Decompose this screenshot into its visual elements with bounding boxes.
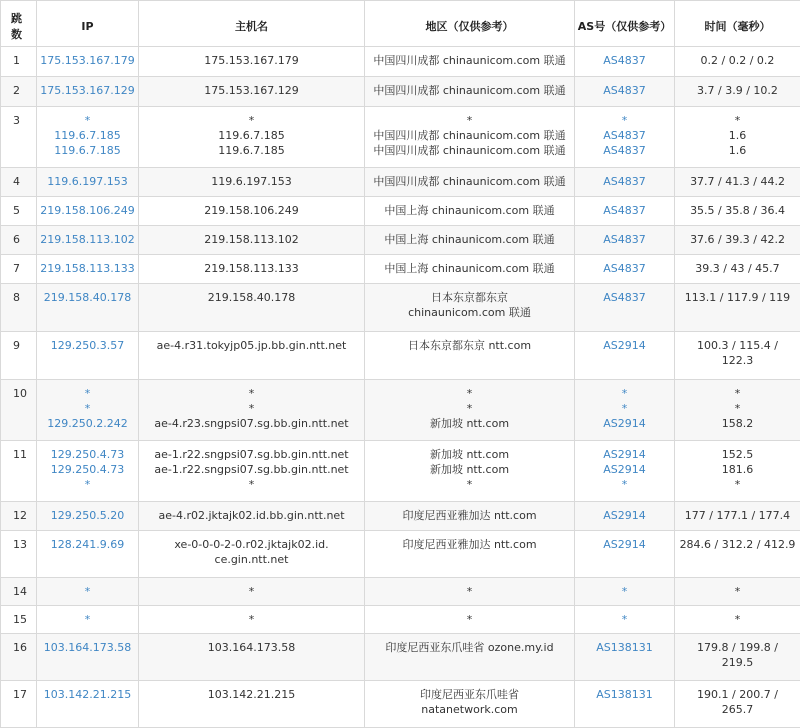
host-value: 119.6.197.153: [141, 174, 362, 189]
host-cell: [139, 380, 365, 441]
hop-cell: [1, 441, 37, 502]
time-cell: [675, 255, 800, 284]
host-cell: [139, 107, 365, 168]
time-value: 1.6: [677, 143, 798, 158]
host-timeout: *: [141, 401, 362, 416]
region-cell: [365, 107, 575, 168]
hop-cell: [1, 197, 37, 226]
ip-value[interactable]: 129.250.4.73: [39, 447, 136, 462]
host-cell: [139, 606, 365, 634]
ip-cell: [37, 380, 139, 441]
time-value: 177 / 177.1 / 177.4: [677, 508, 798, 523]
region-value: 印度尼西亚东爪哇省 natanetwork.com: [385, 687, 555, 717]
as-timeout: *: [577, 401, 672, 416]
host-value: ae-4.r02.jktajk02.id.bb.gin.ntt.net: [141, 508, 362, 523]
ip-timeout: *: [39, 386, 136, 401]
region-value: 中国四川成都 chinaunicom.com 联通: [367, 53, 572, 68]
col-header-as: AS号（仅供参考）: [575, 1, 675, 47]
as-cell: [575, 441, 675, 502]
as-cell: [575, 634, 675, 681]
host-timeout: *: [141, 386, 362, 401]
ip-cell: [37, 531, 139, 578]
hop-number: 2: [13, 84, 20, 97]
host-value: 103.164.173.58: [141, 640, 362, 655]
host-value: 175.153.167.129: [141, 83, 362, 98]
hop-cell: [1, 107, 37, 168]
ip-timeout: *: [39, 612, 136, 627]
ip-value[interactable]: 129.250.3.57: [39, 338, 136, 353]
table-row: [1, 47, 800, 77]
as-value[interactable]: AS4837: [577, 290, 672, 305]
host-cell: [139, 168, 365, 197]
as-value[interactable]: AS4837: [577, 143, 672, 158]
hop-cell: [1, 531, 37, 578]
as-cell: [575, 531, 675, 578]
time-cell: [675, 47, 800, 77]
ip-value[interactable]: 175.153.167.129: [39, 83, 136, 98]
table-row: [1, 77, 800, 107]
col-header-region: 地区（仅供参考）: [365, 1, 575, 47]
region-cell: [365, 197, 575, 226]
region-value: 中国四川成都 chinaunicom.com 联通: [367, 83, 572, 98]
ip-cell: [37, 77, 139, 107]
region-cell: [365, 77, 575, 107]
as-cell: [575, 197, 675, 226]
table-row: [1, 332, 800, 380]
time-cell: [675, 107, 800, 168]
time-value: 152.5: [677, 447, 798, 462]
as-value[interactable]: AS2914: [577, 462, 672, 477]
as-cell: [575, 380, 675, 441]
ip-value[interactable]: 119.6.197.153: [39, 174, 136, 189]
region-value: 印度尼西亚东爪哇省 ozone.my.id: [367, 640, 572, 655]
time-value: 284.6 / 312.2 / 412.9: [677, 537, 798, 552]
host-value: ae-1.r22.sngpsi07.sg.bb.gin.ntt.net: [141, 447, 362, 462]
host-cell: [139, 77, 365, 107]
time-value: 100.3 / 115.4 / 122.3: [683, 338, 793, 368]
time-cell: [675, 197, 800, 226]
host-cell: [139, 284, 365, 332]
hop-number: 14: [13, 585, 27, 598]
table-row: [1, 226, 800, 255]
ip-timeout: *: [39, 113, 136, 128]
col-header-host: 主机名: [139, 1, 365, 47]
ip-value[interactable]: 103.164.173.58: [39, 640, 136, 655]
region-cell: [365, 255, 575, 284]
region-cell: [365, 380, 575, 441]
as-cell: [575, 47, 675, 77]
region-value: 新加坡 ntt.com: [367, 447, 572, 462]
host-timeout: *: [141, 584, 362, 599]
as-value[interactable]: AS2914: [577, 416, 672, 431]
table-row: [1, 255, 800, 284]
ip-value[interactable]: 129.250.2.242: [39, 416, 136, 431]
as-value[interactable]: AS4837: [577, 232, 672, 247]
as-cell: [575, 107, 675, 168]
time-timeout: *: [677, 612, 798, 627]
hop-number: 11: [13, 448, 27, 461]
col-header-time: 时间（毫秒）: [675, 1, 800, 47]
as-cell: [575, 226, 675, 255]
region-cell: [365, 531, 575, 578]
region-value: 中国四川成都 chinaunicom.com 联通: [367, 128, 572, 143]
time-value: 37.6 / 39.3 / 42.2: [677, 232, 798, 247]
table-row: [1, 606, 800, 634]
hop-number: 8: [13, 291, 20, 304]
as-cell: [575, 77, 675, 107]
host-cell: [139, 197, 365, 226]
host-cell: [139, 531, 365, 578]
region-timeout: *: [367, 386, 572, 401]
host-cell: [139, 634, 365, 681]
host-value: 103.142.21.215: [141, 687, 362, 702]
as-timeout: *: [577, 113, 672, 128]
region-value: 新加坡 ntt.com: [367, 462, 572, 477]
host-value: 219.158.113.133: [141, 261, 362, 276]
time-value: 35.5 / 35.8 / 36.4: [677, 203, 798, 218]
ip-cell: [37, 226, 139, 255]
ip-cell: [37, 255, 139, 284]
host-value: ae-4.r31.tokyjp05.jp.bb.gin.ntt.net: [141, 338, 362, 353]
region-cell: [365, 606, 575, 634]
ip-value[interactable]: 219.158.113.133: [39, 261, 136, 276]
time-value: 0.2 / 0.2 / 0.2: [677, 53, 798, 68]
time-cell: [675, 168, 800, 197]
host-cell: [139, 226, 365, 255]
table-row: [1, 502, 800, 531]
region-cell: [365, 332, 575, 380]
ip-value[interactable]: 219.158.40.178: [39, 290, 136, 305]
region-timeout: *: [367, 401, 572, 416]
time-cell: [675, 681, 800, 728]
as-cell: [575, 284, 675, 332]
region-cell: [365, 47, 575, 77]
table-row: [1, 578, 800, 606]
as-value[interactable]: AS4837: [577, 261, 672, 276]
table-row: [1, 634, 800, 681]
table-row: [1, 284, 800, 332]
time-value: 37.7 / 41.3 / 44.2: [677, 174, 798, 189]
host-value: xe-0-0-0-2-0.r02.jktajk02.id.ce.gin.ntt.net: [172, 537, 332, 567]
region-value: 日本东京都东京 chinaunicom.com 联通: [385, 290, 555, 320]
as-value[interactable]: AS2914: [577, 447, 672, 462]
region-value: 日本东京都东京 ntt.com: [367, 338, 572, 353]
as-timeout: *: [577, 477, 672, 492]
as-timeout: *: [577, 584, 672, 599]
as-timeout: *: [577, 612, 672, 627]
ip-value[interactable]: 219.158.106.249: [39, 203, 136, 218]
time-timeout: *: [677, 401, 798, 416]
ip-cell: [37, 606, 139, 634]
ip-value[interactable]: 103.142.21.215: [39, 687, 136, 702]
time-cell: [675, 634, 800, 681]
hop-cell: [1, 284, 37, 332]
hop-number: 7: [13, 262, 20, 275]
region-timeout: *: [367, 612, 572, 627]
region-timeout: *: [367, 477, 572, 492]
ip-value[interactable]: 129.250.5.20: [39, 508, 136, 523]
ip-cell: [37, 284, 139, 332]
as-cell: [575, 578, 675, 606]
region-value: 中国四川成都 chinaunicom.com 联通: [367, 143, 572, 158]
host-cell: [139, 332, 365, 380]
hop-cell: [1, 332, 37, 380]
ip-value[interactable]: 119.6.7.185: [39, 128, 136, 143]
hop-number: 6: [13, 233, 20, 246]
time-timeout: *: [677, 584, 798, 599]
time-timeout: *: [677, 113, 798, 128]
ip-cell: [37, 578, 139, 606]
ip-value[interactable]: 128.241.9.69: [39, 537, 136, 552]
region-cell: [365, 502, 575, 531]
as-value[interactable]: AS2914: [577, 338, 672, 353]
table-row: [1, 441, 800, 502]
as-value[interactable]: AS4837: [577, 174, 672, 189]
host-cell: [139, 47, 365, 77]
col-header-hop-label: 跳数: [11, 11, 27, 43]
as-value[interactable]: AS4837: [577, 83, 672, 98]
time-value: 1.6: [677, 128, 798, 143]
host-timeout: *: [141, 113, 362, 128]
time-cell: [675, 531, 800, 578]
region-cell: [365, 634, 575, 681]
hop-cell: [1, 606, 37, 634]
region-timeout: *: [367, 113, 572, 128]
host-value: ae-4.r23.sngpsi07.sg.bb.gin.ntt.net: [141, 416, 362, 431]
time-value: 179.8 / 199.8 / 219.5: [683, 640, 793, 670]
region-value: 中国四川成都 chinaunicom.com 联通: [367, 174, 572, 189]
hop-cell: [1, 578, 37, 606]
host-value: 119.6.7.185: [141, 143, 362, 158]
as-timeout: *: [577, 386, 672, 401]
col-header-hop: [1, 1, 37, 47]
table-row: [1, 380, 800, 441]
hop-number: 4: [13, 175, 20, 188]
ip-timeout: *: [39, 584, 136, 599]
host-timeout: *: [141, 612, 362, 627]
as-value[interactable]: AS4837: [577, 128, 672, 143]
as-cell: [575, 332, 675, 380]
as-cell: [575, 681, 675, 728]
hop-cell: [1, 502, 37, 531]
time-cell: [675, 332, 800, 380]
hop-cell: [1, 168, 37, 197]
hop-number: 3: [13, 114, 20, 127]
as-value[interactable]: AS138131: [577, 687, 672, 702]
time-value: 39.3 / 43 / 45.7: [677, 261, 798, 276]
host-cell: [139, 441, 365, 502]
as-cell: [575, 255, 675, 284]
hop-number: 15: [13, 613, 27, 626]
time-cell: [675, 441, 800, 502]
ip-cell: [37, 634, 139, 681]
host-value: 219.158.106.249: [141, 203, 362, 218]
table-row: [1, 197, 800, 226]
as-value[interactable]: AS138131: [577, 640, 672, 655]
as-value[interactable]: AS2914: [577, 537, 672, 552]
ip-cell: [37, 681, 139, 728]
time-cell: [675, 284, 800, 332]
ip-value[interactable]: 175.153.167.179: [39, 53, 136, 68]
time-value: 113.1 / 117.9 / 119: [677, 290, 798, 305]
ip-cell: [37, 502, 139, 531]
time-value: 158.2: [677, 416, 798, 431]
table-body: [1, 47, 800, 728]
table-row: [1, 168, 800, 197]
as-cell: [575, 502, 675, 531]
ip-timeout: *: [39, 401, 136, 416]
ip-value[interactable]: 119.6.7.185: [39, 143, 136, 158]
hop-number: 9: [13, 339, 20, 352]
ip-cell: [37, 168, 139, 197]
time-value: 190.1 / 200.7 / 265.7: [683, 687, 793, 717]
table-row: [1, 681, 800, 728]
hop-number: 1: [13, 54, 20, 67]
region-cell: [365, 226, 575, 255]
region-value: 中国上海 chinaunicom.com 联通: [367, 203, 572, 218]
hop-cell: [1, 681, 37, 728]
time-cell: [675, 77, 800, 107]
host-value: 219.158.40.178: [141, 290, 362, 305]
hop-number: 12: [13, 509, 27, 522]
host-value: 219.158.113.102: [141, 232, 362, 247]
host-cell: [139, 578, 365, 606]
region-value: 中国上海 chinaunicom.com 联通: [367, 232, 572, 247]
hop-cell: [1, 380, 37, 441]
hop-number: 17: [13, 688, 27, 701]
time-timeout: *: [677, 477, 798, 492]
time-timeout: *: [677, 386, 798, 401]
time-cell: [675, 380, 800, 441]
host-value: ae-1.r22.sngpsi07.sg.bb.gin.ntt.net: [141, 462, 362, 477]
ip-cell: [37, 107, 139, 168]
region-cell: [365, 441, 575, 502]
region-value: 中国上海 chinaunicom.com 联通: [367, 261, 572, 276]
time-cell: [675, 502, 800, 531]
time-cell: [675, 606, 800, 634]
col-header-ip: IP: [37, 1, 139, 47]
hop-cell: [1, 255, 37, 284]
hop-number: 5: [13, 204, 20, 217]
hop-cell: [1, 226, 37, 255]
as-cell: [575, 606, 675, 634]
table-row: [1, 531, 800, 578]
ip-cell: [37, 332, 139, 380]
as-cell: [575, 168, 675, 197]
header-row: [1, 1, 800, 47]
region-value: 新加坡 ntt.com: [367, 416, 572, 431]
host-timeout: *: [141, 477, 362, 492]
as-value[interactable]: AS2914: [577, 508, 672, 523]
region-cell: [365, 681, 575, 728]
host-value: 119.6.7.185: [141, 128, 362, 143]
time-cell: [675, 578, 800, 606]
host-cell: [139, 681, 365, 728]
hop-cell: [1, 77, 37, 107]
region-value: 印度尼西亚雅加达 ntt.com: [367, 508, 572, 523]
region-timeout: *: [367, 584, 572, 599]
region-value: 印度尼西亚雅加达 ntt.com: [367, 537, 572, 552]
hop-number: 13: [13, 538, 27, 551]
hop-number: 10: [13, 387, 27, 400]
region-cell: [365, 578, 575, 606]
time-value: 3.7 / 3.9 / 10.2: [677, 83, 798, 98]
as-value[interactable]: AS4837: [577, 53, 672, 68]
hop-number: 16: [13, 641, 27, 654]
ip-value[interactable]: 219.158.113.102: [39, 232, 136, 247]
host-cell: [139, 502, 365, 531]
table-row: [1, 107, 800, 168]
ip-cell: [37, 47, 139, 77]
region-cell: [365, 168, 575, 197]
ip-cell: [37, 197, 139, 226]
ip-value[interactable]: 129.250.4.73: [39, 462, 136, 477]
time-cell: [675, 226, 800, 255]
as-value[interactable]: AS4837: [577, 203, 672, 218]
host-cell: [139, 255, 365, 284]
region-cell: [365, 284, 575, 332]
host-value: 175.153.167.179: [141, 53, 362, 68]
ip-timeout: *: [39, 477, 136, 492]
hop-cell: [1, 634, 37, 681]
hop-cell: [1, 47, 37, 77]
ip-cell: [37, 441, 139, 502]
time-value: 181.6: [677, 462, 798, 477]
